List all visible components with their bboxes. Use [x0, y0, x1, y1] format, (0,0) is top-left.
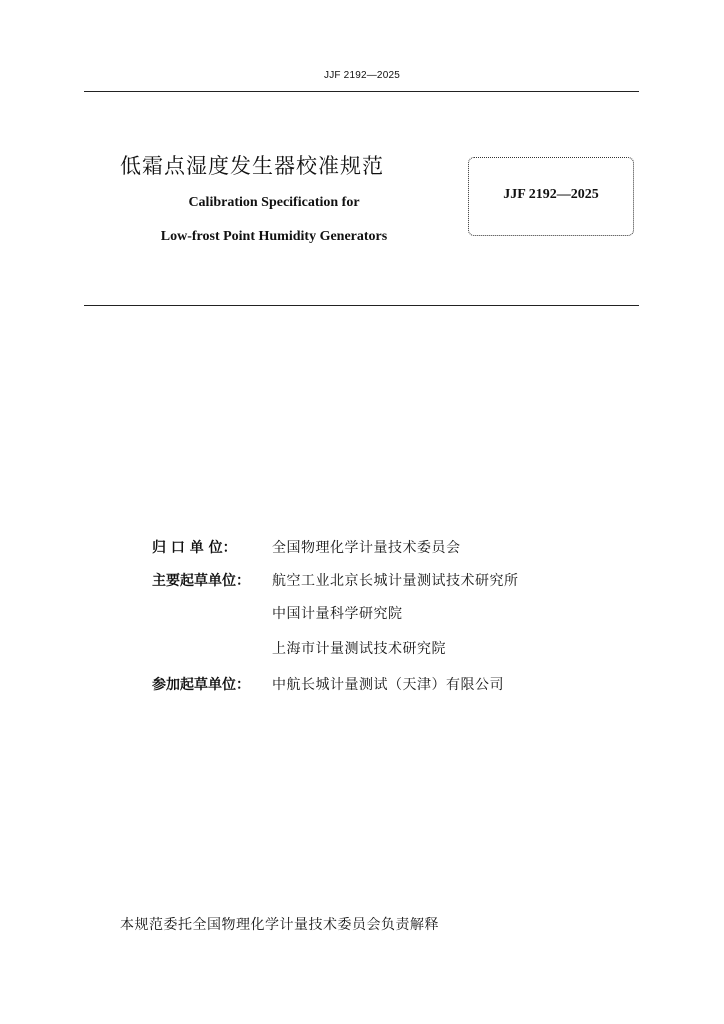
main-drafting-unit-value: 航空工业北京长城计量测试技术研究所: [272, 573, 519, 589]
main-drafting-unit-row: [152, 638, 446, 658]
participating-unit-value: 中航长城计量测试（天津）有限公司: [272, 677, 504, 693]
main-drafting-unit-label: 主要起草单位：: [152, 573, 250, 589]
document-title-english-line2: Low-frost Point Humidity Generators: [160, 229, 388, 244]
header-divider: [84, 91, 639, 92]
standard-code-box: [468, 157, 634, 236]
main-drafting-unit-value: 上海市计量测试技术研究院: [272, 641, 446, 657]
participating-unit-row: [152, 674, 504, 694]
standard-code-text: JJF 2192—2025: [503, 186, 599, 202]
main-drafting-unit-row: [152, 603, 403, 623]
title-divider: [84, 305, 639, 306]
document-title-chinese: 低霜点湿度发生器校准规范: [120, 154, 384, 178]
responsible-unit-value: 全国物理化学计量技术委员会: [272, 540, 461, 556]
main-drafting-unit-value: 中国计量科学研究院: [272, 606, 403, 622]
interpretation-note: 本规范委托全国物理化学计量技术委员会负责解释: [120, 917, 439, 933]
responsible-unit-row: [152, 537, 461, 557]
header-standard-code: JJF 2192—2025: [324, 70, 400, 81]
document-title-english-line1: Calibration Specification for: [188, 195, 360, 210]
participating-unit-label: 参加起草单位：: [152, 677, 250, 693]
responsible-unit-label: 归 口 单 位：: [152, 540, 237, 556]
main-drafting-unit-row: [152, 570, 519, 590]
